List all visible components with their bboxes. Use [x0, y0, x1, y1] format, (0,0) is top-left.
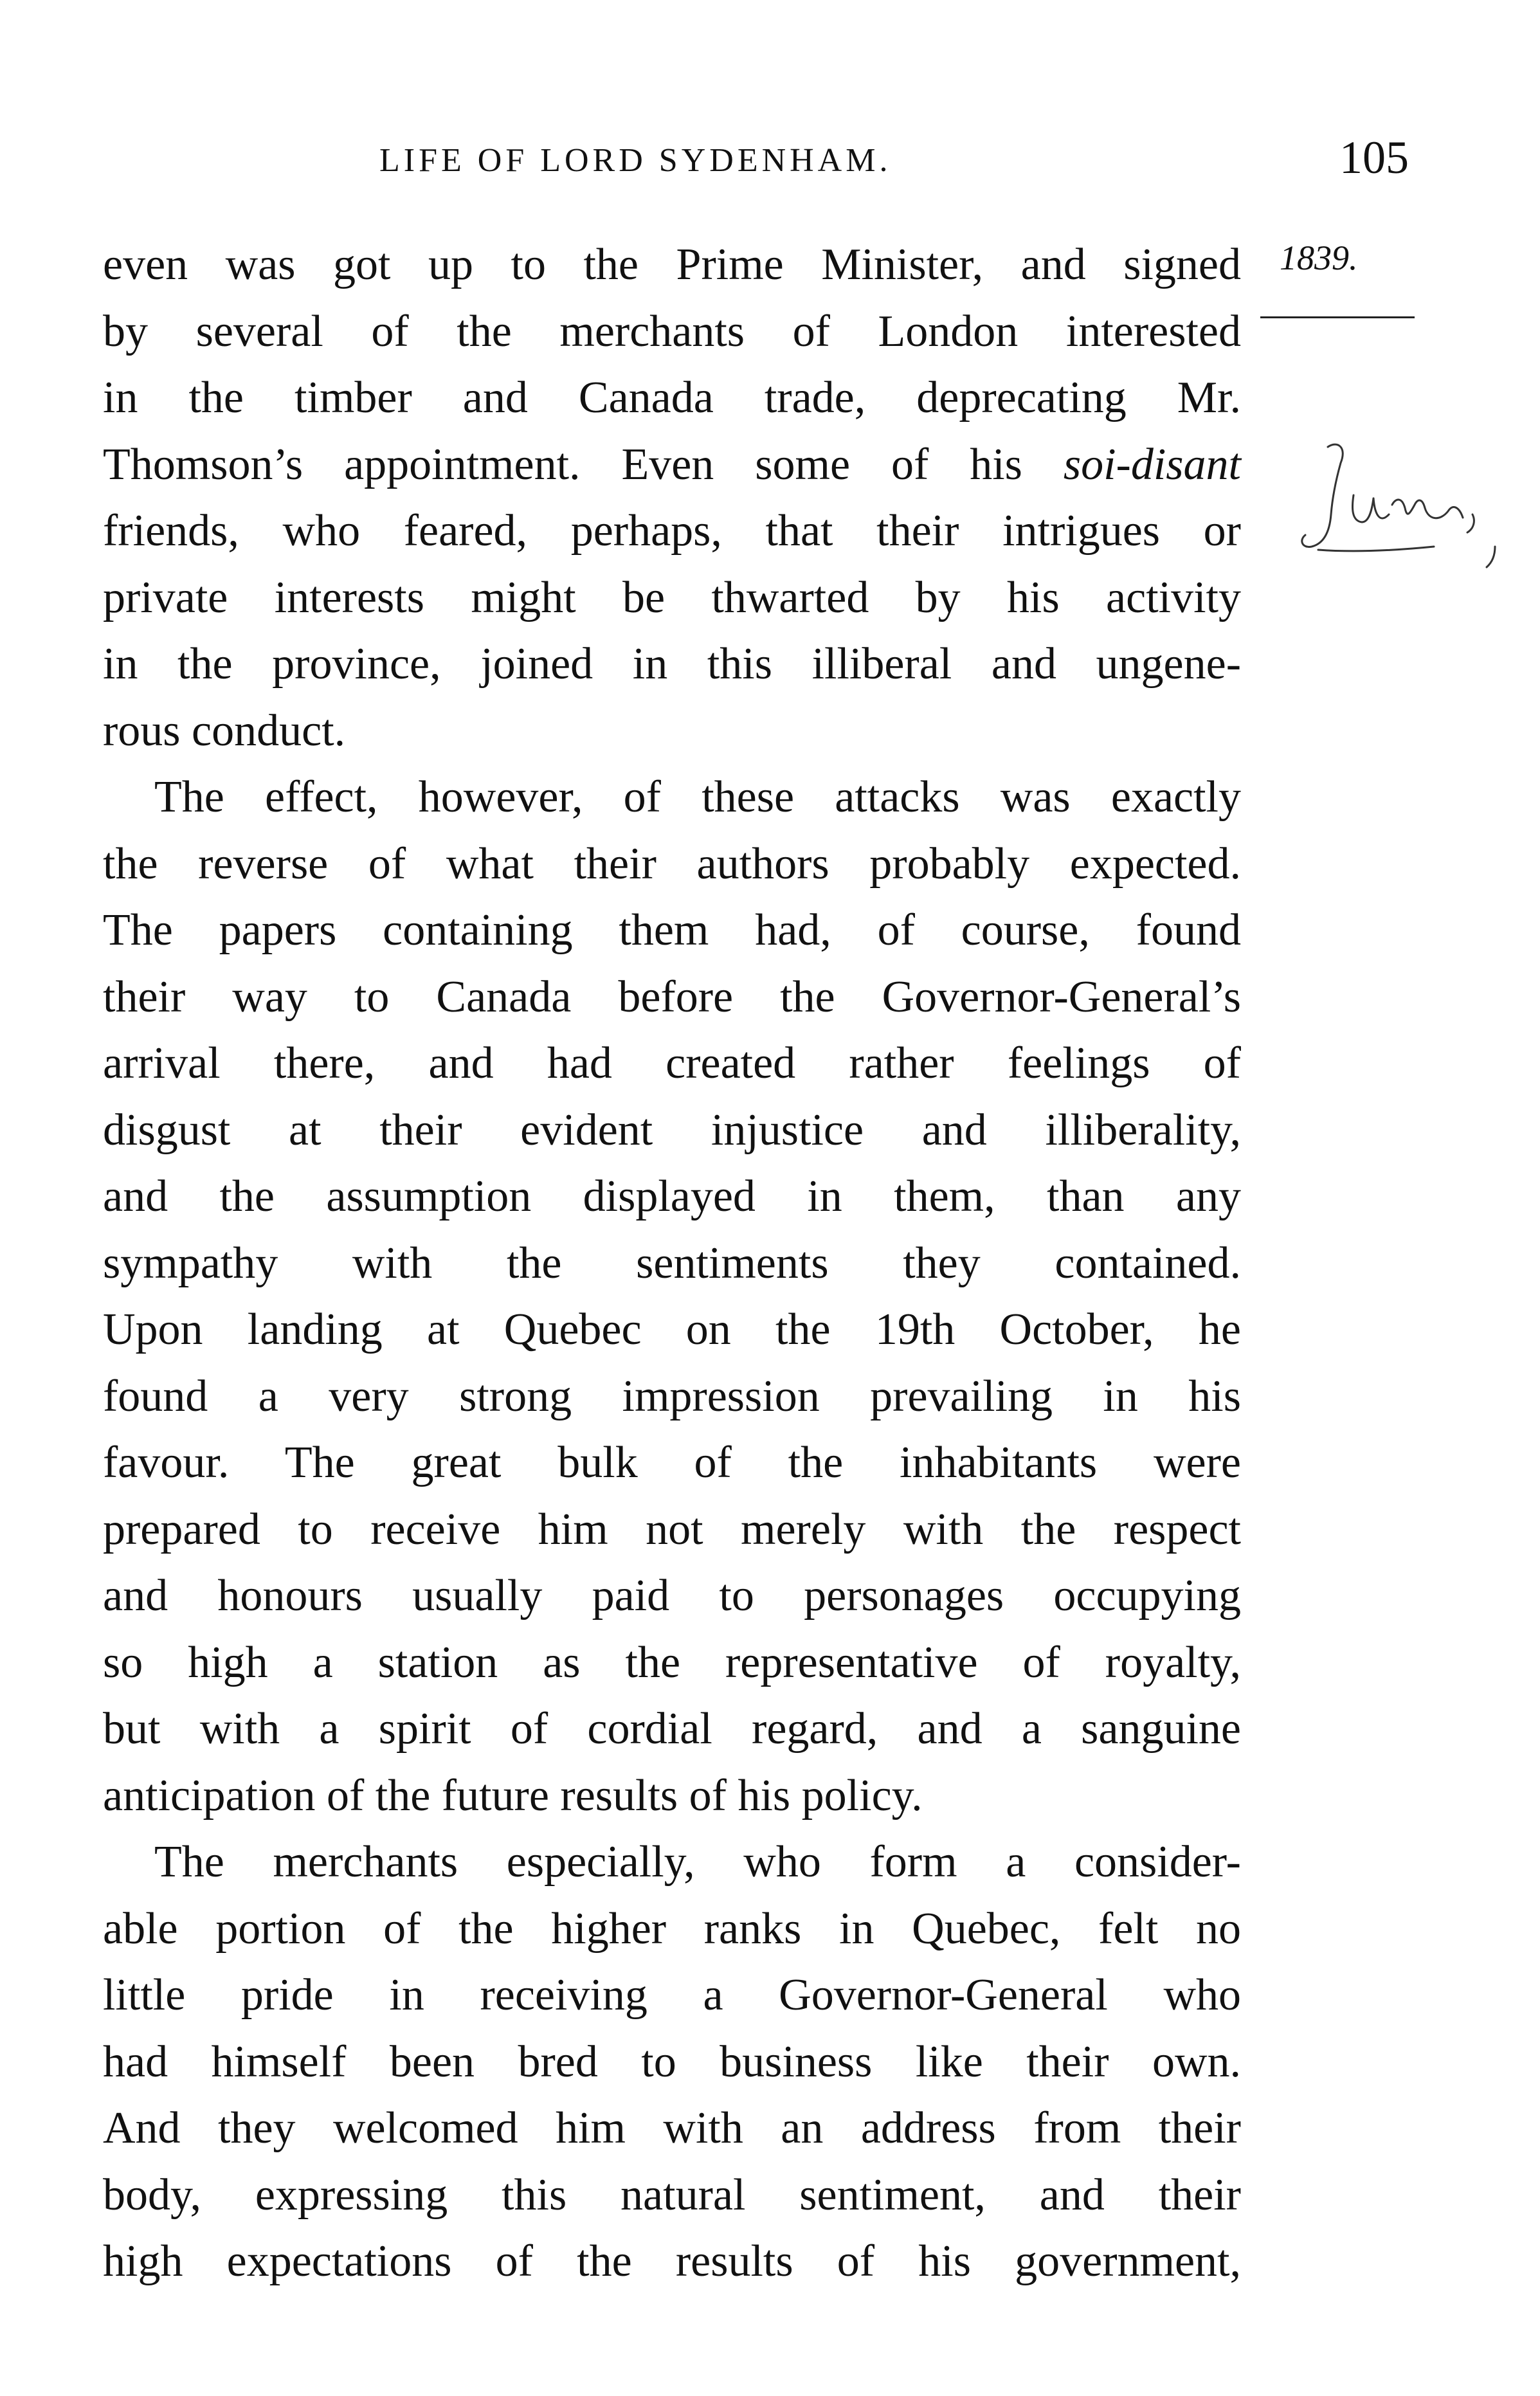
text-line: arrival there, and had created rather feelings of — [103, 1039, 1241, 1088]
text-line: rous conduct. — [103, 705, 346, 756]
margin-divider — [1260, 316, 1415, 318]
text-line: Upon landing at Quebec on the 19th October, he — [103, 1305, 1241, 1354]
paragraph-2 — [103, 764, 1241, 1829]
text-line: the reverse of what their authors probably expected. — [103, 839, 1241, 889]
text-line: The effect, however, of these attacks was exactly — [154, 772, 1241, 822]
text-line: anticipation of the future results of his policy. — [103, 1770, 923, 1820]
italic-phrase: soi-disant — [1063, 439, 1241, 489]
text-line: able portion of the higher ranks in Quebec, felt no — [103, 1903, 1241, 1954]
handwritten-annotation-drawing — [1280, 418, 1537, 611]
text-line: in the province, joined in this illiberal and ungene- — [103, 639, 1241, 689]
text-line: high expectations of the results of his government, — [103, 2237, 1241, 2286]
text-line: in the timber and Canada trade, deprecating Mr. — [103, 373, 1241, 422]
paragraph-1 — [103, 231, 1241, 764]
margin-year: 1839. — [1280, 239, 1358, 277]
text-line: even was got up to the Prime Minister, and signed — [103, 240, 1241, 289]
text-line: but with a spirit of cordial regard, and a sanguine — [103, 1704, 1241, 1754]
text-line: found a very strong impression prevailing in his — [103, 1371, 1241, 1421]
text-line: friends, who feared, perhaps, that their intrigues or — [103, 506, 1241, 556]
paragraph-3 — [103, 1829, 1241, 2295]
text-line: sympathy with the sentiments they contained. — [103, 1238, 1241, 1288]
text-line: private interests might be thwarted by his activity — [103, 572, 1241, 622]
text-line: Thomson’s appointment. Even some of his soi-disant — [103, 439, 1241, 489]
text-line: prepared to receive him not merely with the respect — [103, 1504, 1241, 1554]
text-line: And they welcomed him with an address from their — [103, 2103, 1241, 2153]
handwritten-annotation — [1280, 418, 1537, 611]
text-line: disgust at their evident injustice and illiberality, — [103, 1105, 1241, 1155]
text-line: The merchants especially, who form a consider- — [154, 1837, 1241, 1887]
text-line: so high a station as the representative of royalty, — [103, 1637, 1241, 1687]
text-line: The papers containing them had, of course, found — [103, 905, 1241, 955]
text-line: and honours usually paid to personages occupying — [103, 1571, 1241, 1620]
page-header — [0, 132, 1540, 193]
running-title: LIFE OF LORD SYDENHAM. — [379, 142, 892, 179]
text-line: had himself been bred to business like their own. — [103, 2037, 1241, 2087]
page-number: 105 — [1339, 132, 1409, 183]
text-line: little pride in receiving a Governor-General who — [103, 1970, 1241, 2020]
handwritten-annotation-text: Jun — [1280, 418, 1281, 419]
text-line: body, expressing this natural sentiment, and their — [103, 2170, 1241, 2220]
text-line: and the assumption displayed in them, than any — [103, 1172, 1241, 1221]
text-line: their way to Canada before the Governor-General’s — [103, 972, 1241, 1022]
text-line: favour. The great bulk of the inhabitants were — [103, 1438, 1241, 1487]
text-line: by several of the merchants of London interested — [103, 306, 1241, 356]
body-text — [103, 231, 1241, 2295]
